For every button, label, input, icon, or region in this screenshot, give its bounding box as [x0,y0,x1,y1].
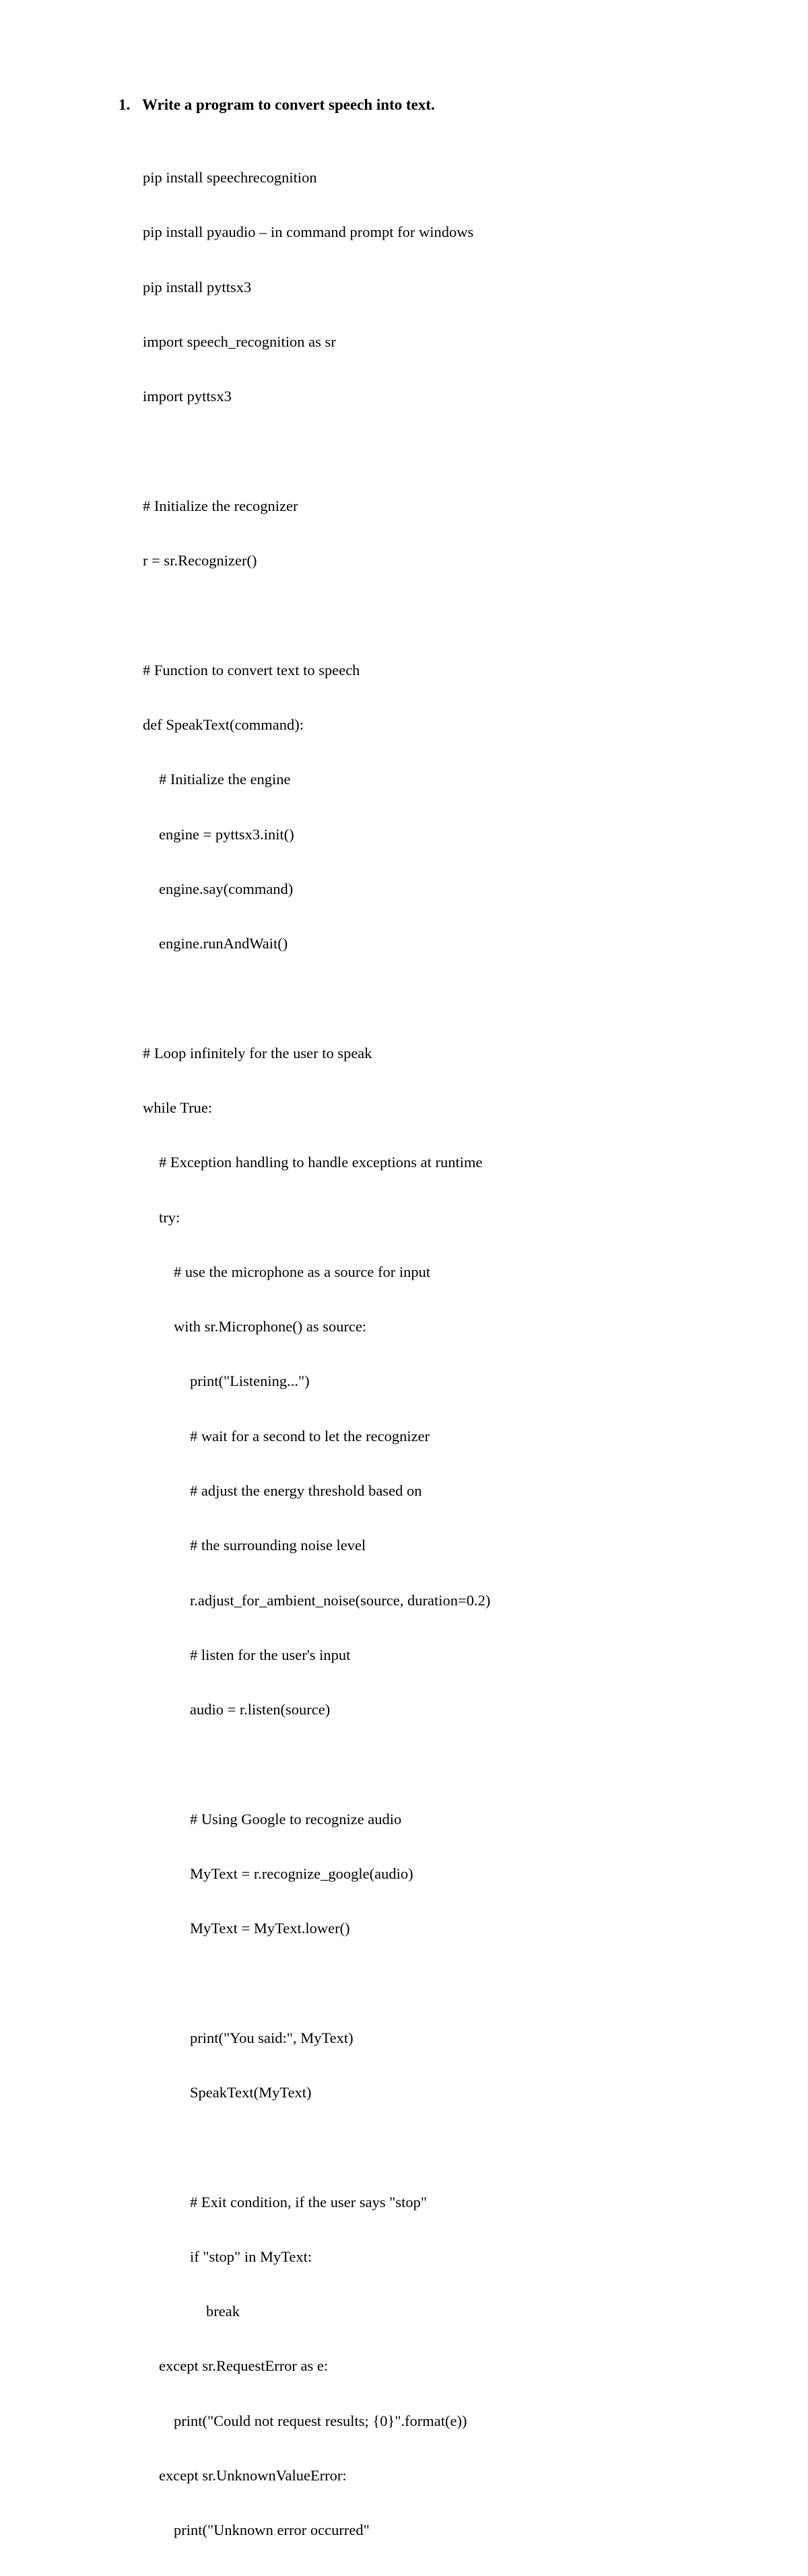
code-line: pip install speechrecognition [143,169,317,186]
code-line: MyText = r.recognize_google(audio) [190,1865,413,1882]
code-line: except sr.RequestError as e: [159,2357,329,2375]
code-line: # Exit condition, if the user says "stop" [190,2193,428,2211]
code-line: break [206,2303,240,2320]
code-line: # Function to convert text to speech [143,661,360,678]
blank-line [143,606,490,624]
code-line: while True: [143,1099,213,1116]
code-line: import speech_recognition as sr [143,333,336,351]
code-line: # adjust the energy threshold based on [190,1482,422,1499]
code-line: r.adjust_for_ambient_noise(source, duration=0.2) [190,1591,491,1609]
blank-line [143,1755,490,1773]
question-heading [119,96,435,114]
code-line: # Loop infinitely for the user to speak [143,1044,372,1061]
question-number: 1. [119,96,131,113]
code-line: print("You said:", MyText) [190,2029,354,2046]
code-line: print("Listening...") [190,1372,310,1390]
blank-line [143,1974,490,1992]
code-line: # Initialize the recognizer [143,497,298,514]
code-line: except sr.UnknownValueError: [159,2467,347,2484]
code-line: pip install pyttsx3 [143,278,252,295]
code-line: def SpeakText(command): [143,716,304,733]
code-line: import pyttsx3 [143,388,232,405]
code-line: print("Could not request results; {0}".format(e)) [174,2412,467,2429]
code-line: engine.say(command) [159,880,294,897]
question-title: Write a program to convert speech into text. [142,96,435,113]
code-line: MyText = MyText.lower() [190,1920,350,1937]
code-line: # wait for a second to let the recognizer [190,1427,430,1444]
code-line: # Exception handling to handle exceptions at runtime [159,1154,483,1171]
code-line: engine.runAndWait() [159,935,288,952]
blank-line [143,989,490,1007]
code-line: r = sr.Recognizer() [143,552,257,569]
code-line: engine = pyttsx3.init() [159,825,294,843]
code-line: # Using Google to recognize audio [190,1810,402,1827]
code-line: # use the microphone as a source for input [174,1263,431,1280]
code-line: with sr.Microphone() as source: [174,1318,367,1335]
code-line: print("Unknown error occurred" [174,2521,370,2539]
code-line: audio = r.listen(source) [190,1701,331,1718]
code-line: pip install pyaudio – in command prompt for windows [143,223,474,241]
code-line: # Initialize the engine [159,771,291,788]
code-block [143,132,490,2576]
blank-line [143,442,490,460]
code-line: # listen for the user's input [190,1646,351,1663]
code-line: SpeakText(MyText) [190,2084,312,2101]
code-line: # the surrounding noise level [190,1537,366,1554]
code-line: try: [159,1208,180,1226]
code-line: if "stop" in MyText: [190,2248,312,2265]
blank-line [143,2138,490,2156]
